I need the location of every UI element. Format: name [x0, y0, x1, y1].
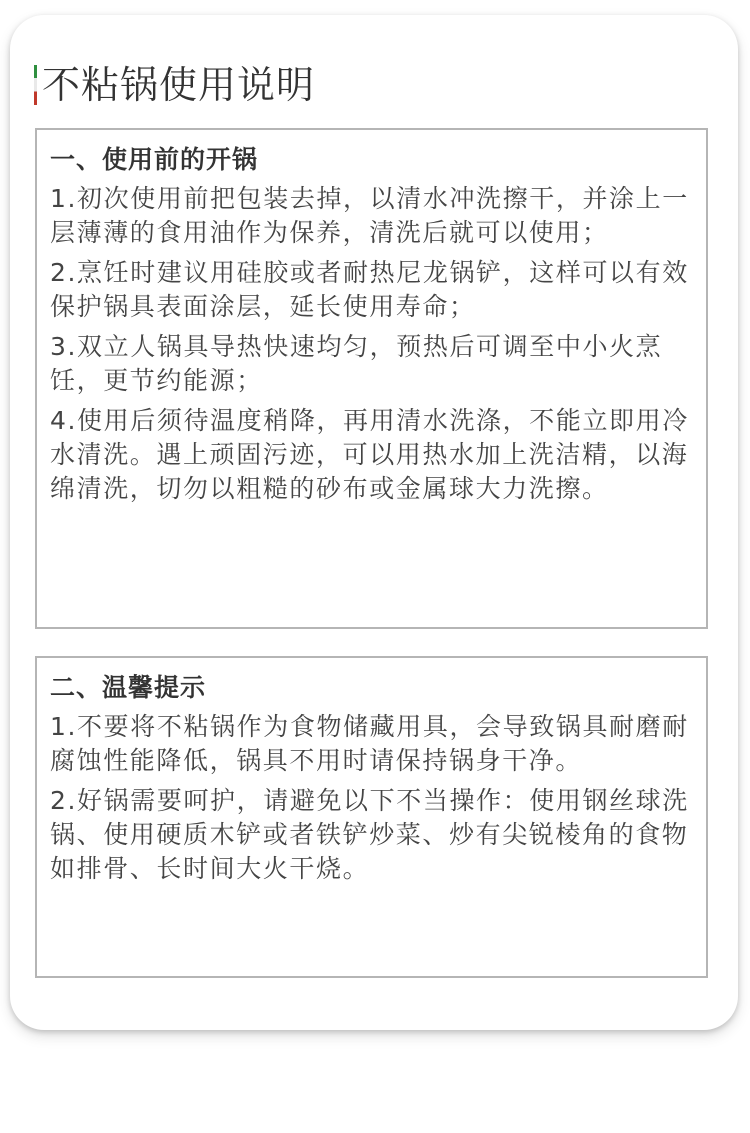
section-heading: 一、使用前的开锅: [50, 145, 259, 174]
tip-item: 2.好锅需要呵护，请避免以下不当操作：使用钢丝球洗锅、使用硬质木铲或者铁铲炒菜、炒有尖锐棱角的食物如排骨、长时间大火干烧。: [50, 786, 689, 883]
title-accent-bar: [34, 65, 37, 105]
section-before-use: [35, 128, 708, 629]
section-tips: [35, 656, 708, 978]
section-heading: 二、温馨提示: [50, 673, 207, 702]
tip-item: 1.不要将不粘锅作为食物储藏用具，会导致锅具耐磨耐腐蚀性能降低，锅具不用时请保持锅身干净。: [50, 712, 689, 775]
title-block: [34, 61, 315, 109]
page-title: 不粘锅使用说明: [42, 63, 316, 107]
instruction-item: 2.烹饪时建议用硅胶或者耐热尼龙锅铲，这样可以有效保护锅具表面涂层，延长使用寿命；: [50, 258, 689, 321]
instruction-item: 1.初次使用前把包装去掉，以清水冲洗擦干，并涂上一层薄薄的食用油作为保养，清洗后就可以使用；: [50, 184, 689, 247]
instruction-card: [10, 15, 738, 1030]
instruction-item: 3.双立人锅具导热快速均匀，预热后可调至中小火烹饪，更节约能源；: [50, 332, 663, 395]
instruction-item: 4.使用后须待温度稍降，再用清水洗涤，不能立即用冷水清洗。遇上顽固污迹，可以用热水加上洗洁精，以海绵清洗，切勿以粗糙的砂布或金属球大力洗擦。: [50, 406, 689, 503]
